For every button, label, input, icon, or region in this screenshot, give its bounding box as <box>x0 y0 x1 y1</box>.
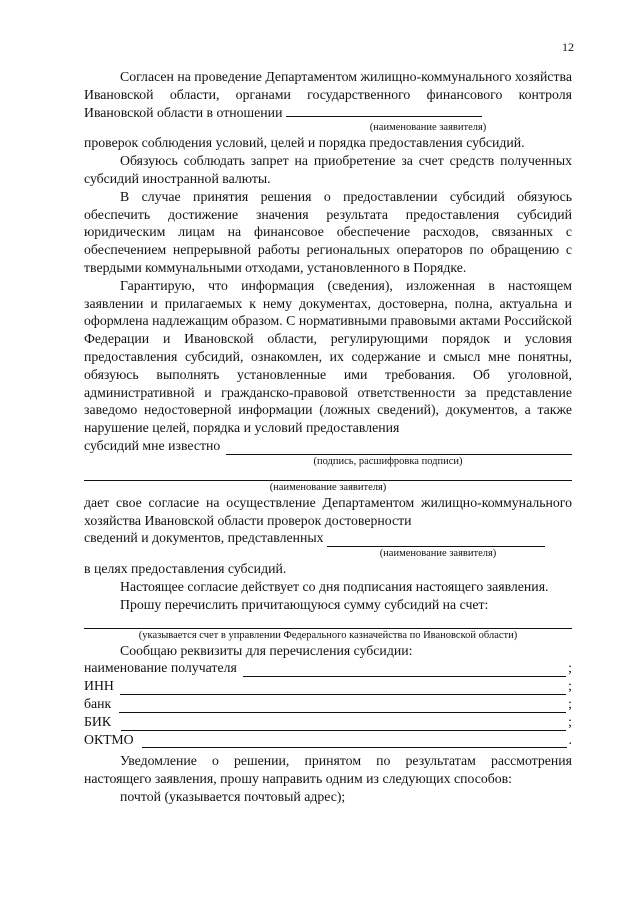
inn-field <box>84 677 572 695</box>
applicant-caption-2: (наименование заявителя) <box>269 481 387 493</box>
currency-ban-paragraph: Обязуюсь соблюдать запрет на приобретение за счет средств полученных субсидий иностранной валюты. <box>84 153 572 186</box>
applicant-caption-3: (наименование заявителя) <box>379 548 497 560</box>
consent-paragraph <box>84 68 572 121</box>
inn-semicolon: ; <box>568 678 572 694</box>
bik-label: БИК <box>84 713 112 729</box>
bank-label: банк <box>84 695 112 711</box>
bik-field <box>84 713 572 731</box>
oktmo-label: ОКТМО <box>84 731 134 747</box>
mail-option: почтой (указывается почтовый адрес); <box>120 788 346 804</box>
agreement-paragraph-end: в целях предоставления субсидий. <box>84 561 287 577</box>
page-number: 12 <box>562 40 574 54</box>
documents-applicant-blank[interactable] <box>327 533 545 547</box>
document-body <box>84 68 572 806</box>
documents-row-text: сведений и документов, представленных <box>84 530 324 546</box>
inn-label: ИНН <box>84 678 114 694</box>
oktmo-input[interactable] <box>142 734 567 748</box>
signature-row <box>84 437 572 455</box>
signature-blank[interactable] <box>226 441 572 455</box>
agreement-paragraph: дает свое согласие на осуществление Департаментом жилищно-коммунального хозяйства Ивановской области проверок достоверности <box>84 494 572 528</box>
documents-row <box>84 529 572 547</box>
consent-paragraph-end: проверок соблюдения условий, целей и порядка предоставления субсидий. <box>84 135 525 151</box>
inn-input[interactable] <box>120 681 566 695</box>
applicant-caption: (наименование заявителя) <box>369 122 487 134</box>
validity-paragraph: Настоящее согласие действует со дня подписания настоящего заявления. <box>120 578 549 594</box>
requisites-intro: Сообщаю реквизиты для перечисления субсидии: <box>120 642 413 658</box>
oktmo-period: . <box>568 731 572 747</box>
account-caption: (указывается счет в управлении Федерального казначейства по Ивановской области) <box>138 629 518 641</box>
oktmo-field <box>84 731 572 749</box>
signature-caption: (подпись, расшифровка подписи) <box>313 455 463 467</box>
bank-input[interactable] <box>119 699 566 713</box>
result-paragraph: В случае принятия решения о предоставлении субсидий обязуюсь обеспечить достижение значения результата предоставления субсидий юридическим лицам на финансовое обеспечение расходов, связанных с обеспечением непрерывной работы региональных операторов по обращению с твердыми коммунальными отходами, установленного в Порядке. <box>84 188 572 275</box>
bik-input[interactable] <box>121 717 566 731</box>
notification-paragraph: Уведомление о решении, принятом по результатам рассмотрения настоящего заявления, прошу направить одним из следующих способов: <box>84 753 572 787</box>
transfer-request: Прошу перечислить причитающуюся сумму субсидий на счет: <box>120 596 489 612</box>
applicant-name-line[interactable] <box>84 468 572 481</box>
recipient-input[interactable] <box>243 663 566 677</box>
bik-semicolon: ; <box>568 713 572 729</box>
recipient-field <box>84 659 572 677</box>
account-line[interactable] <box>84 614 572 629</box>
signature-row-text: субсидий мне известно <box>84 437 221 453</box>
recipient-label: наименование получателя <box>84 660 237 676</box>
bank-field <box>84 695 572 713</box>
guarantee-paragraph: Гарантирую, что информация (сведения), изложенная в настоящем заявлении и прилагаемых к нему документах, достоверна, полна, актуальна и оформлена надлежащим образом. С нормативными правовыми актами Российской Федерации и Ивановской области, регулирующими порядок и условия предоставления субсидий, ознакомлен, их содержание и смысл мне понятны, обязуюсь выполнять установленные ими требования. Об уголовной, административной и гражданско-правовой ответственности за представление заведомо недостоверной информации (ложных сведений), документов, а также нарушение целей, порядка и условий предоставления <box>84 277 572 436</box>
consent-text: Согласен на проведение Департаментом жилищно-коммунального хозяйства Ивановской области, органами государственного финансового контроля Ивановской области в отношении <box>84 69 572 120</box>
recipient-semicolon: ; <box>568 660 572 676</box>
bank-semicolon: ; <box>568 695 572 711</box>
applicant-name-blank[interactable] <box>286 104 482 117</box>
